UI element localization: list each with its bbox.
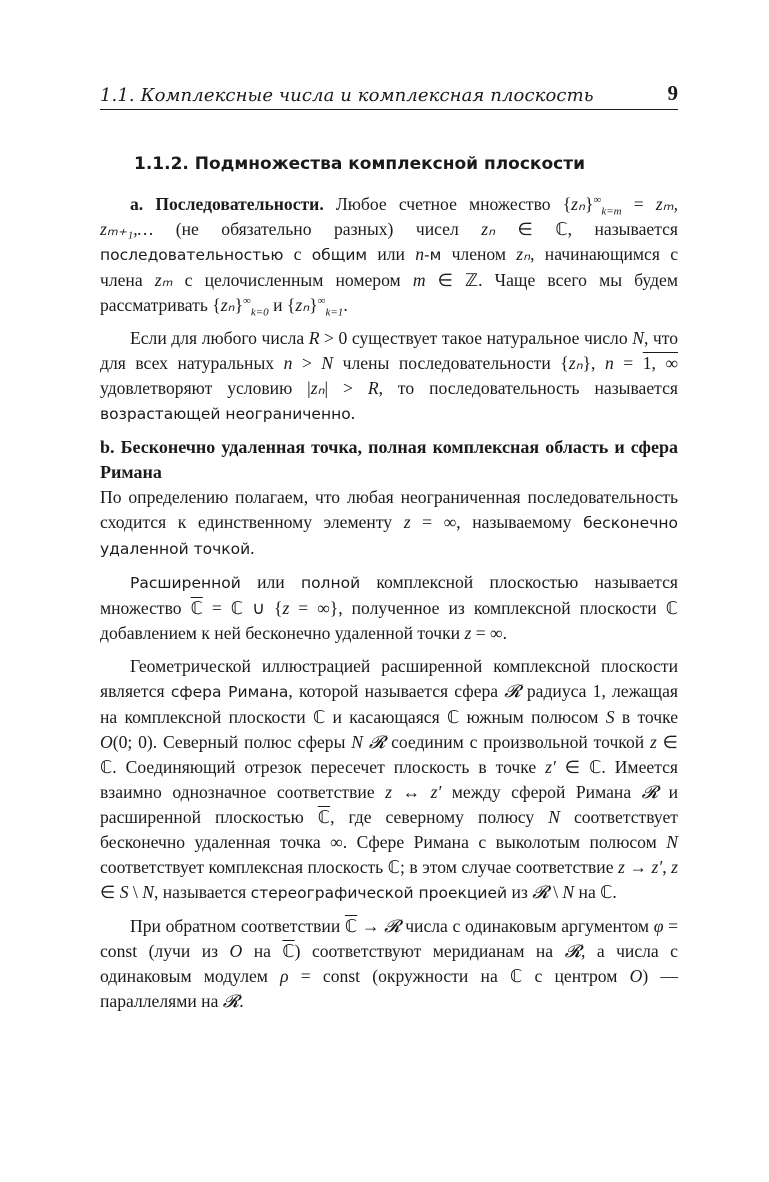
paragraph-inverse-map xyxy=(100,914,678,1014)
subsection-a-label: a. Последовательности. xyxy=(130,194,324,214)
text: = const (лучи из xyxy=(100,916,678,961)
math: zₙ xyxy=(295,295,310,315)
text: , xyxy=(662,857,672,877)
math: N xyxy=(142,882,154,902)
text: } xyxy=(309,295,318,315)
text: | > xyxy=(324,378,368,398)
text: из xyxy=(507,882,533,902)
math: z xyxy=(385,782,392,802)
text: на ℂ. xyxy=(574,882,617,902)
math: N xyxy=(321,353,334,373)
text: } xyxy=(585,194,594,214)
text: > 0 существует такое натуральное число xyxy=(319,328,633,348)
math: zₙ xyxy=(516,244,531,264)
math: R xyxy=(367,378,379,398)
text: ∈ ℂ, называется xyxy=(495,219,678,239)
text: с целочисленным номером xyxy=(172,270,413,290)
math: zₙ xyxy=(310,378,325,398)
math: ∞ xyxy=(317,295,326,308)
math: zₙ xyxy=(220,295,235,315)
math: z′ xyxy=(430,782,442,802)
text: ↔ xyxy=(392,782,431,802)
math: 𝓡 xyxy=(504,681,521,701)
text: При обратном соответствии xyxy=(130,916,345,936)
math: ℂ xyxy=(344,916,358,936)
math: zₙ xyxy=(571,194,586,214)
math: ℂ xyxy=(282,941,295,961)
text: или xyxy=(367,244,416,264)
term-extended: Расширенной xyxy=(130,574,241,592)
text: = xyxy=(621,194,656,214)
text: ∈ ℂ. Имеется взаимно однозначное соответствие xyxy=(100,757,678,802)
math: zₘ, zₘ₊₁,… xyxy=(100,194,678,239)
text: → xyxy=(624,857,652,877)
math: zₙ xyxy=(568,353,583,373)
text: члены последовательности { xyxy=(333,353,569,373)
text: с xyxy=(283,244,312,264)
text: на xyxy=(242,941,283,961)
text: . xyxy=(343,295,348,315)
text: соединим с произвольной точкой xyxy=(385,732,650,752)
math: R xyxy=(308,328,320,348)
math: 1, ∞ xyxy=(642,353,678,373)
term-stereographic: стереографической проекцией xyxy=(250,884,508,902)
math: zₘ xyxy=(154,270,173,290)
text: = xyxy=(613,353,643,373)
text: } xyxy=(234,295,244,315)
term-sequence: последовательностью xyxy=(100,246,284,264)
text: (не обязательно разных) чисел xyxy=(153,219,482,239)
text: Любое счетное множество { xyxy=(323,194,572,214)
math: n xyxy=(283,353,293,373)
math: k=0 xyxy=(250,306,269,319)
text: , начинающимся с члена xyxy=(100,244,678,290)
math: N xyxy=(548,807,560,827)
math: n xyxy=(604,353,614,373)
text: (0; 0). Северный полюс сферы xyxy=(112,732,352,752)
math: N xyxy=(562,882,575,902)
paragraph-infinity xyxy=(100,485,678,562)
text: \ xyxy=(548,882,563,902)
text: = const (окружности на ℂ с центром xyxy=(288,966,630,986)
section-title: 1.1.2. Подмножества комплексной плоскости xyxy=(134,154,585,174)
math: z xyxy=(282,598,290,618)
page xyxy=(100,78,678,1014)
math: z′ xyxy=(545,757,556,777)
text: и { xyxy=(268,295,296,315)
math: m xyxy=(412,270,426,290)
text: членом xyxy=(441,244,517,264)
text: между сферой Римана xyxy=(441,782,642,802)
math: z xyxy=(671,857,679,877)
math: zₙ xyxy=(481,219,496,239)
running-header xyxy=(100,78,678,110)
term-unbounded: возрастающей неограниченно xyxy=(100,405,351,423)
math: O xyxy=(629,966,643,986)
text: ) соответствуют меридианам на xyxy=(294,941,565,961)
text: . xyxy=(239,991,244,1011)
text: = ℂ ∪ { xyxy=(202,598,283,618)
text: , которой называется сфера xyxy=(288,681,505,701)
math: N xyxy=(666,832,678,852)
text: . xyxy=(350,403,356,423)
text: ) — параллелями на xyxy=(100,966,679,1011)
math: ℂ xyxy=(317,807,331,827)
math: ρ xyxy=(280,966,289,986)
text: или xyxy=(240,572,301,592)
math: k=1 xyxy=(325,306,344,319)
math: k=m xyxy=(601,205,622,218)
math: n xyxy=(415,244,425,264)
math: z xyxy=(618,857,625,877)
text: и расширенной плоскостью xyxy=(100,782,678,827)
term-infinity-point: бесконечно удаленной точкой xyxy=(100,514,678,558)
math: O xyxy=(100,732,113,752)
text: . xyxy=(250,538,255,558)
term-general: общим xyxy=(311,246,368,264)
term-nth: -м xyxy=(424,246,442,264)
text: , то последовательность называется xyxy=(378,378,678,398)
math: O xyxy=(229,941,243,961)
text: → xyxy=(357,916,385,936)
text: = ∞}, полученное из комплексной плоскости ℂ добавлением к ней бесконечно удаленной точки xyxy=(100,598,678,643)
paragraph-sequences xyxy=(100,192,678,318)
text: ∈ ℂ. Соединяющий отрезок пересечет плоскость в точке xyxy=(100,732,678,777)
page-number: 9 xyxy=(667,81,678,105)
text: , где северному полюсу xyxy=(330,807,549,827)
math: 𝓡 xyxy=(641,782,659,802)
running-title: 1.1. Комплексные числа и комплексная плоскость xyxy=(100,85,594,106)
text: }, xyxy=(582,353,605,373)
paragraph-unbounded xyxy=(100,326,678,427)
math: z xyxy=(649,732,657,752)
math: N xyxy=(351,732,363,752)
paragraph-extended-plane xyxy=(100,570,678,646)
text: Если для любого числа xyxy=(130,328,309,348)
math: 𝓡 xyxy=(564,941,581,961)
text: комплексной плоскостью называется множество xyxy=(100,572,678,618)
text: Геометрической иллюстрацией расширенной комплексной плоскости является xyxy=(100,656,678,701)
text: удовлетворяют условию | xyxy=(100,378,311,398)
math: ∞ xyxy=(243,295,251,308)
math: z xyxy=(403,512,411,532)
text: = ∞. xyxy=(471,623,507,643)
text: \ xyxy=(128,882,143,902)
math: φ xyxy=(653,916,664,936)
math: z xyxy=(464,623,472,643)
text: числа с одинаковым аргументом xyxy=(400,916,654,936)
text: соответствует комплексная плоскость ℂ; в этом случае соответствие xyxy=(100,857,619,877)
text: ∈ ℤ. Чаще всего мы будем рассматривать { xyxy=(100,270,678,315)
math: N xyxy=(632,328,644,348)
math: 𝓡 xyxy=(532,882,549,902)
math: ∞ xyxy=(593,194,602,207)
math: z′ xyxy=(651,857,663,877)
math: S xyxy=(605,707,615,727)
paragraph-riemann-sphere xyxy=(100,654,678,906)
text: соответствует бесконечно удаленная точка ∞. Сфере Римана с выколотым полюсом xyxy=(100,807,678,852)
math: 𝓡 xyxy=(384,916,401,936)
subsection-b-heading: b. Бесконечно удаленная точка, полная комплексная область и сфера Римана xyxy=(100,437,678,482)
math: 𝓡 xyxy=(368,732,386,752)
text: радиуса 1, лежащая на комплексной плоскости ℂ и касающаяся ℂ южным полюсом xyxy=(100,681,679,727)
text: = ∞, называемому xyxy=(410,512,584,532)
math: 𝓡 xyxy=(222,991,240,1011)
math: S xyxy=(119,882,129,902)
text: , а числа с одинаковым модулем xyxy=(100,941,678,986)
text: , что для всех натуральных xyxy=(100,328,678,373)
term-full: полной xyxy=(300,574,361,592)
text: , называется xyxy=(153,882,251,902)
text: > xyxy=(292,353,322,373)
text: в точке xyxy=(614,707,679,727)
math: ℂ xyxy=(190,598,203,618)
text: По определению полагаем, что любая неограниченная последовательность сходится к единственному элементу xyxy=(100,487,678,532)
term-riemann-sphere: сфера Римана xyxy=(170,683,289,701)
text: ∈ xyxy=(100,882,120,902)
